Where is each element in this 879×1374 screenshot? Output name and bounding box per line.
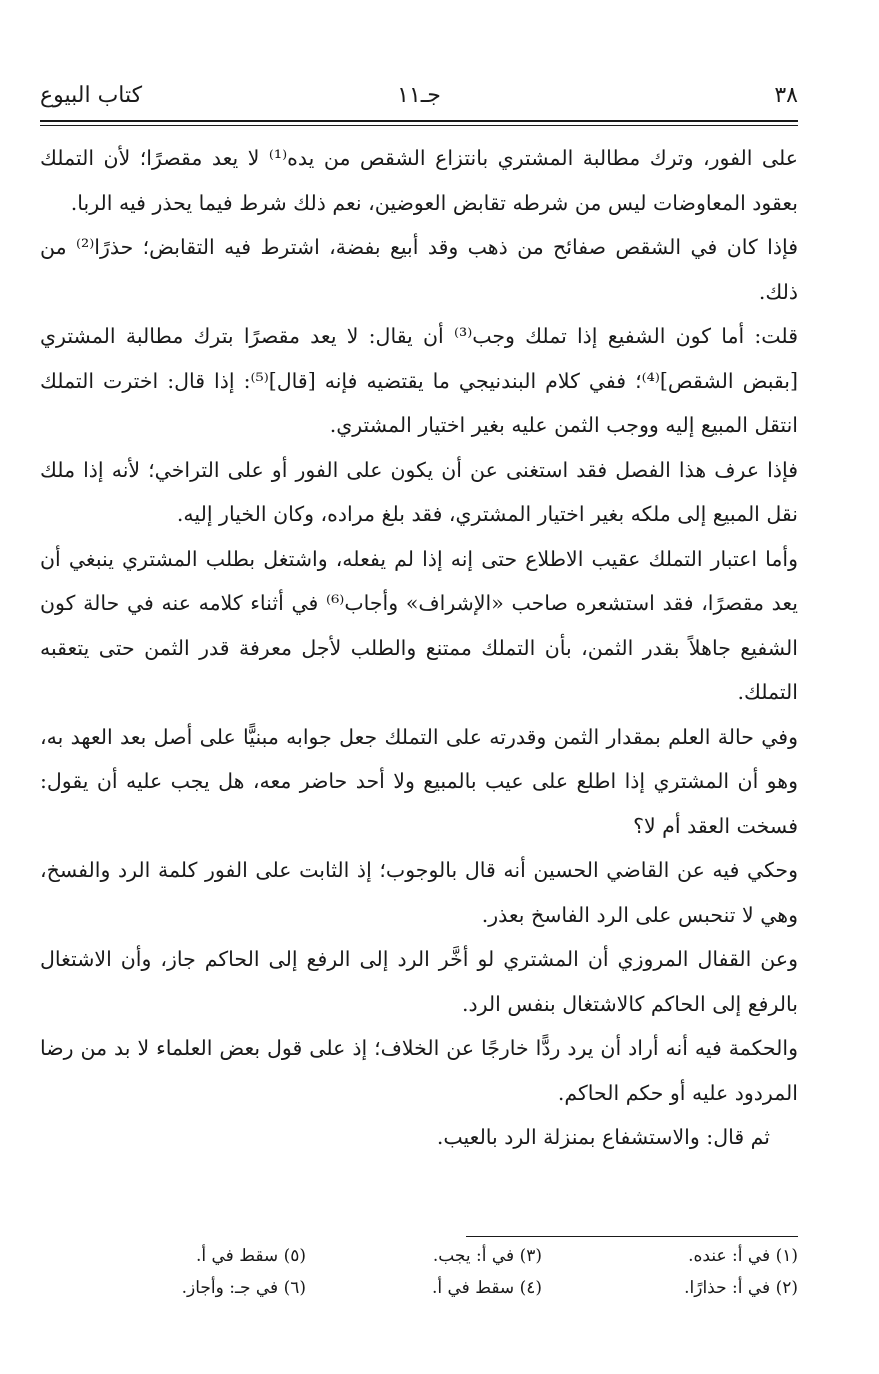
- paragraph: وفي حالة العلم بمقدار الثمن وقدرته على التملك جعل جوابه مبنيًّا على أصل بعد العهد به، وهو أن المشتري إذا اطلع على عيب بالمبيع ولا أحد حاضر معه، هل يجب عليه أن يقول: فسخت العقد أم لا؟: [40, 724, 798, 838]
- footnote: (٣) في أ: يجب.: [432, 1246, 542, 1266]
- page-number: ٣٨: [774, 83, 798, 108]
- paragraph: فإذا كان في الشقص صفائح من ذهب وقد أبيع بفضة، اشترط فيه التقابض؛ حذرًا⁽²⁾ من ذلك.: [40, 235, 798, 304]
- footnote: (٥) سقط في أ.: [195, 1246, 306, 1266]
- footnote: (١) في أ: عنده.: [688, 1246, 798, 1266]
- paragraph: وأما اعتبار التملك عقيب الاطلاع حتى إنه إذا لم يفعله، واشتغل بطلب المشتري ينبغي أن يعد مقصرًا، فقد استشعره صاحب «الإشراف» وأجاب⁽⁶⁾ في أثناء كلامه عنه في حالة كون الشفيع جاهلاً بقدر الثمن، بأن التملك ممتنع والطلب لأجل معرفة قدر الثمن حتى يتعقبه التملك.: [40, 546, 798, 704]
- paragraph: ثم قال: والاستشفاع بمنزلة الرد بالعيب.: [436, 1125, 770, 1149]
- paragraph: وعن القفال المروزي أن المشتري لو أخَّر الرد إلى الرفع إلى الحاكم جاز، وأن الاشتغال بالرفع إلى الحاكم كالاشتغال بنفس الرد.: [40, 947, 798, 1016]
- footnote: (٤) سقط في أ.: [431, 1278, 542, 1298]
- footnote-separator: [466, 1236, 798, 1237]
- paragraph: فإذا عرف هذا الفصل فقد استغنى عن أن يكون على الفور أو على التراخي؛ لأنه إذا ملك نقل المبيع إلى ملكه بغير اختيار المشتري، فقد بلغ مراده، وكان الخيار إليه.: [40, 457, 798, 526]
- volume-label: جـ١١: [397, 83, 441, 108]
- book-title: كتاب البيوع: [40, 83, 143, 108]
- footnotes: [80, 1240, 798, 1304]
- paragraph: وحكي فيه عن القاضي الحسين أنه قال بالوجوب؛ إذ الثابت على الفور كلمة الرد والفسخ، وهي لا تنحبس على الرد الفاسخ بعذر.: [40, 858, 798, 927]
- main-text: [40, 136, 798, 1160]
- paragraph: قلت: أما كون الشفيع إذا تملك وجب⁽³⁾ أن يقال: لا يعد مقصرًا بترك مطالبة المشتري [بقبض الشقص]⁽⁴⁾؛ ففي كلام البندنيجي ما يقتضيه فإنه [قال]⁽⁵⁾: إذا قال: اخترت التملك انتقل المبيع إليه ووجب الثمن عليه بغير اختيار المشتري.: [40, 324, 798, 437]
- header-rule-thick: [40, 120, 798, 122]
- paragraph: والحكمة فيه أنه أراد أن يرد ردًّا خارجًا عن الخلاف؛ إذ على قول بعض العلماء لا بد من رضا المردود عليه أو حكم الحاكم.: [40, 1036, 798, 1105]
- running-header: [40, 76, 798, 116]
- footnote: (٦) في جـ: وأجاز.: [181, 1278, 306, 1298]
- paragraph: على الفور، وترك مطالبة المشتري بانتزاع الشقص من يده⁽¹⁾ لا يعد مقصرًا؛ لأن التملك بعقود المعاوضات ليس من شرطه تقابض العوضين، نعم ذلك شرط فيما يحذر فيه الربا.: [40, 146, 798, 215]
- header-rule-thin: [40, 125, 798, 126]
- footnote: (٢) في أ: حذارًا.: [684, 1278, 798, 1298]
